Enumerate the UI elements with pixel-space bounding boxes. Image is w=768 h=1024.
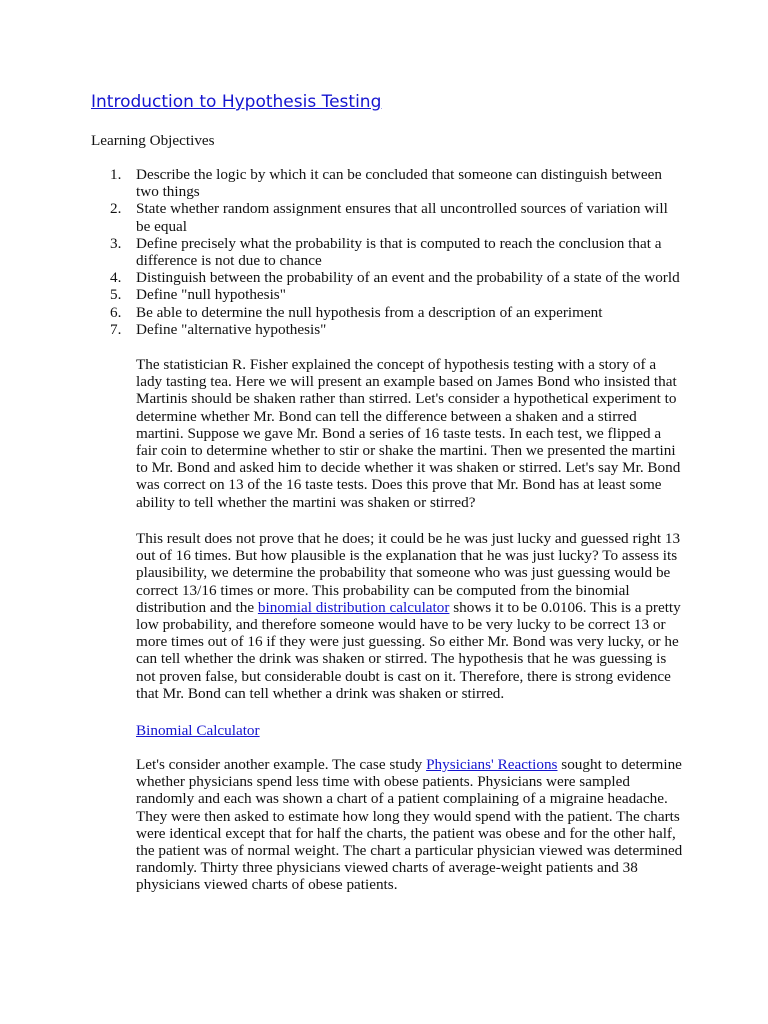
paragraph-line: randomly. Thirty three physicians viewed charts of average-weight patients and 38 bbox=[136, 859, 638, 877]
paragraph-line: was correct on 13 of the 16 taste tests. Does this prove that Mr. Bond has at least some bbox=[136, 476, 662, 494]
paragraph-line: determine whether Mr. Bond can tell the difference between a shaken and a stirred bbox=[136, 407, 637, 425]
list-item-line: Define "alternative hypothesis" bbox=[136, 320, 327, 338]
paragraph-physicians bbox=[136, 756, 696, 894]
paragraph-line-with-link bbox=[136, 756, 696, 773]
list-item-line: Describe the logic by which it can be concluded that someone can distinguish between bbox=[136, 166, 662, 183]
paragraph-line: low probability, and therefore someone would have to be very lucky to be correct 13 or bbox=[136, 616, 666, 634]
paragraph-line: fair coin to determine whether to stir or shake the martini. Then we presented the martini bbox=[136, 442, 676, 460]
binomial-calculator-paragraph bbox=[136, 722, 696, 739]
list-item-line: Define "null hypothesis" bbox=[136, 286, 286, 304]
list-item bbox=[110, 200, 690, 234]
list-item bbox=[110, 321, 690, 338]
list-item bbox=[110, 269, 690, 286]
paragraph-line: plausibility, we determine the probability that someone who was just guessing would be bbox=[136, 564, 671, 582]
text-segment: distribution and the bbox=[136, 598, 258, 616]
list-item-line: Distinguish between the probability of an event and the probability of a state of the world bbox=[136, 269, 680, 287]
list-item-line: State whether random assignment ensures that all uncontrolled sources of variation will bbox=[136, 200, 668, 218]
list-item bbox=[110, 235, 690, 269]
paragraph-fisher-tea bbox=[136, 356, 696, 511]
list-number: 6. bbox=[110, 303, 122, 321]
paragraph-line: This result does not prove that he does; it could be he was just lucky and guessed right 13 bbox=[136, 530, 681, 547]
list-number: 4. bbox=[110, 269, 122, 287]
list-item-line: difference is not due to chance bbox=[136, 252, 322, 270]
list-number: 7. bbox=[110, 320, 122, 338]
paragraph-line: that Mr. Bond can tell whether a drink was shaken or stirred. bbox=[136, 684, 505, 702]
paragraph-line: randomly and each was shown a chart of a patient complaining of a migraine headache. bbox=[136, 790, 668, 808]
list-item bbox=[110, 304, 690, 321]
paragraph-line: can tell whether the drink was shaken or stirred. The hypothesis that he was guessing is bbox=[136, 650, 667, 668]
list-number: 1. bbox=[110, 166, 122, 183]
text-segment: Let's consider another example. The case study bbox=[136, 756, 427, 773]
paragraph-line: The statistician R. Fisher explained the concept of hypothesis testing with a story of a bbox=[136, 356, 657, 373]
binomial-distribution-calculator-link[interactable]: binomial distribution calculator bbox=[257, 598, 450, 616]
list-item-line: be equal bbox=[136, 217, 188, 235]
paragraph-line: were identical except that for half the charts, the patient was obese and for the other half, bbox=[136, 824, 676, 842]
list-number: 2. bbox=[110, 200, 122, 218]
paragraph-line: ability to tell whether the martini was shaken or stirred? bbox=[136, 493, 476, 511]
binomial-calculator-link[interactable]: Binomial Calculator bbox=[136, 722, 260, 739]
page-title[interactable]: Introduction to Hypothesis Testing bbox=[91, 92, 382, 112]
list-item bbox=[110, 166, 690, 200]
paragraph-line: more times out of 16 if they were just guessing. So either Mr. Bond was very lucky, or he bbox=[136, 633, 679, 651]
paragraph-line: correct 13/16 times or more. This probability can be computed from the binomial bbox=[136, 581, 630, 599]
paragraph-line: out of 16 times. But how plausible is the explanation that he was just lucky? To assess its bbox=[136, 547, 678, 565]
paragraph-probability bbox=[136, 530, 696, 702]
list-number: 5. bbox=[110, 286, 122, 304]
objectives-list bbox=[110, 166, 690, 338]
paragraph-line: Martinis should be shaken rather than stirred. Let's consider a hypothetical experiment to bbox=[136, 390, 677, 408]
text-segment: shows it to be 0.0106. This is a pretty bbox=[449, 598, 681, 616]
list-item-line: two things bbox=[136, 183, 200, 201]
paragraph-line: lady tasting tea. Here we will present an example based on James Bond who insisted that bbox=[136, 373, 677, 391]
list-item bbox=[110, 286, 690, 303]
paragraph-line: martini. Suppose we gave Mr. Bond a series of 16 taste tests. In each test, we flipped a bbox=[136, 424, 662, 442]
paragraph-line: to Mr. Bond and asked him to decide whether it was shaken or stirred. Let's say Mr. Bond bbox=[136, 459, 681, 477]
list-item-line: Be able to determine the null hypothesis from a description of an experiment bbox=[136, 303, 603, 321]
paragraph-line: the patient was of normal weight. The chart a particular physician viewed was determined bbox=[136, 842, 683, 860]
paragraph-line: not proven false, but considerable doubt is cast on it. Therefore, there is strong evidence bbox=[136, 667, 671, 685]
paragraph-line-with-link bbox=[136, 599, 696, 616]
paragraph-line: whether physicians spend less time with obese patients. Physicians were sampled bbox=[136, 773, 630, 791]
learning-objectives-heading: Learning Objectives bbox=[91, 132, 215, 149]
text-segment: sought to determine bbox=[557, 756, 682, 773]
paragraph-line: They were then asked to estimate how long they would spend with the patient. The charts bbox=[136, 807, 680, 825]
physicians-reactions-link[interactable]: Physicians' Reactions bbox=[426, 756, 558, 773]
list-item-line: Define precisely what the probability is that is computed to reach the conclusion that a bbox=[136, 234, 662, 252]
paragraph-line: physicians viewed charts of obese patients. bbox=[136, 876, 398, 894]
list-number: 3. bbox=[110, 234, 122, 252]
